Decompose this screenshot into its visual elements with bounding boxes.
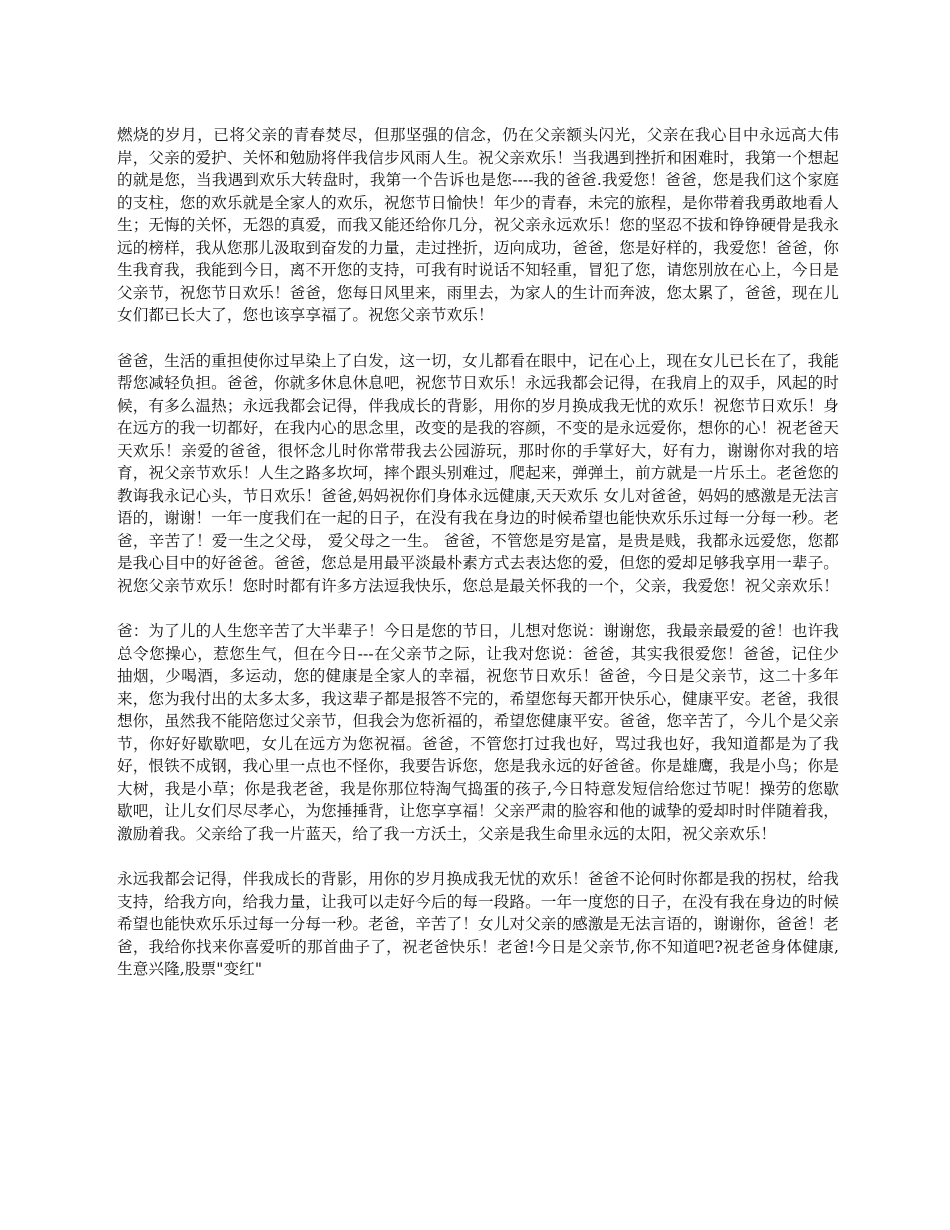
document-page xyxy=(117,124,839,1004)
paragraph-1: 燃烧的岁月，已将父亲的青春焚尽，但那坚强的信念，仍在父亲额头闪光，父亲在我心目中永远高大伟岸，父亲的爱护、关怀和勉励将伴我信步风雨人生。祝父亲欢乐！当我遇到挫折和困难时，我第一个想起的就是您，当我遇到欢乐大转盘时，我第一个告诉也是您----我的爸爸.我爱您！爸爸，您是我们这个家庭的支柱，您的欢乐就是全家人的欢乐，祝您节日愉快！年少的青春，未完的旅程，是你带着我勇敢地看人生；无悔的关怀，无怨的真爱，而我又能还给你几分，祝父亲永远欢乐！您的坚忍不拔和铮铮硬骨是我永远的榜样，我从您那儿汲取到奋发的力量，走过挫折，迈向成功，爸爸，您是好样的，我爱您！爸爸，你生我育我，我能到今日，离不开您的支持，可我有时说话不知轻重，冒犯了您，请您別放在心上，今日是父亲节，祝您节日欢乐！爸爸，您每日风里来，雨里去，为家人的生计而奔波，您太累了，爸爸，现在儿女们都已长大了，您也该享享福了。祝您父亲节欢乐！ xyxy=(117,126,839,324)
paragraph-4: 永远我都会记得，伴我成长的背影，用你的岁月换成我无忧的欢乐！爸爸不论何时你都是我的拐杖，给我支持，给我方向，给我力量，让我可以走好今后的每一段路。一年一度您的日子，在没有我在身边的时候希望也能快欢乐乐过每一分每一秒。老爸，辛苦了！女儿对父亲的感激是无法言语的，谢谢你，爸爸！老爸，我给你找来你喜爱听的那首曲子了，祝老爸快乐！老爸!今日是父亲节,你不知道吧?祝老爸身体健康,生意兴隆,股票"变红" xyxy=(117,870,839,978)
paragraph-2: 爸爸，生活的重担使你过早染上了白发，这一切，女儿都看在眼中，记在心上，现在女儿已长在了，我能帮您减轻负担。爸爸，你就多休息休息吧，祝您节日欢乐！永远我都会记得，在我肩上的双手，风起的时候，有多么温热；永远我都会记得，伴我成长的背影，用你的岁月换成我无忧的欢乐！祝您节日欢乐！身在远方的我一切都好，在我内心的思念里，改变的是我的容颜，不变的是永远爱你，想你的心！祝老爸天天欢乐！亲爱的爸爸，很怀念儿时你常带我去公园游玩，那时你的手掌好大，好有力，谢谢你对我的培育，祝父亲节欢乐！人生之路多坎坷，摔个跟头别难过，爬起来，弹弹土，前方就是一片乐土。老爸您的教诲我永记心头，节日欢乐！爸爸,妈妈祝你们身体永远健康,天天欢乐 女儿对爸爸，妈妈的感激是无法言语的，谢谢！一年一度我们在一起的日子，在没有我在身边的时候希望也能快欢乐乐过每一分每一秒。老爸，辛苦了！爱一生之父母， 爱父母之一生。 爸爸，不管您是穷是富，是贵是贱，我都永远爱您，您都是我心目中的好爸爸。爸爸，您总是用最平淡最朴素方式去表达您的爱，但您的爱却足够我享用一辈子。祝您父亲节欢乐！您时时都有许多方法逗我快乐，您总是最关怀我的一个，父亲，我爱您！祝父亲欢乐！ xyxy=(117,351,839,595)
paragraph-3: 爸：为了儿的人生您辛苦了大半辈子！今日是您的节日，儿想对您说：谢谢您，我最亲最爱的爸！也许我总令您操心，惹您生气，但在今日---在父亲节之际，让我对您说：爸爸，其实我很爱您！爸爸，记住少抽烟，少喝酒，多运动，您的健康是全家人的幸福，祝您节日欢乐！爸爸，今日是父亲节，这二十多年来，您为我付出的太多太多，我这辈子都是报答不完的，希望您每天都开快乐心，健康平安。老爸，我很想你，虽然我不能陪您过父亲节，但我会为您祈福的，希望您健康平安。爸爸，您辛苦了，今儿个是父亲节，你好好歇歇吧，女儿在远方为您祝福。爸爸，不管您打过我也好，骂过我也好，我知道都是为了我好，恨铁不成钢，我心里一点也不怪你，我要告诉您，您是我永远的好爸爸。你是雄鹰，我是小鸟；你是大树，我是小草；你是我老爸，我是你那位特淘气捣蛋的孩子,今日特意发短信给您过节呢！操劳的您歇歇吧，让儿女们尽尽孝心，为您捶捶背，让您享享福！父亲严肃的脸容和他的诚挚的爱却时时伴随着我，激励着我。父亲给了我一片蓝天，给了我一方沃土，父亲是我生命里永远的太阳，祝父亲欢乐！ xyxy=(117,622,839,843)
